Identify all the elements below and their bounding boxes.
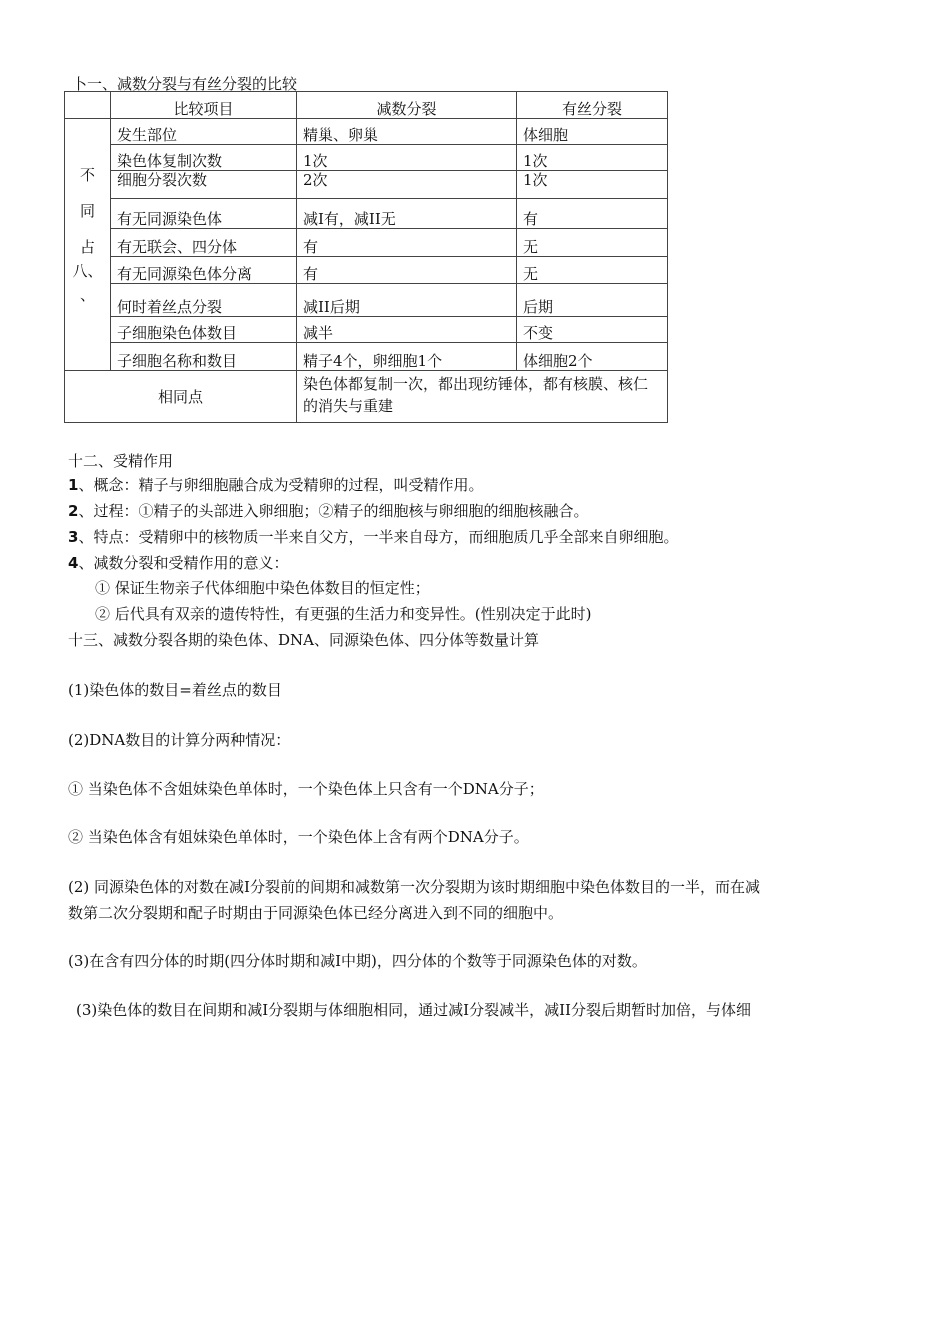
row-label: 子细胞染色体数目 bbox=[111, 317, 297, 343]
section-12-title: 十二、受精作用 bbox=[68, 452, 174, 470]
meiosis-cell: 减I有，减II无 bbox=[297, 199, 517, 229]
meiosis-cell: 减半 bbox=[297, 317, 517, 343]
group-label-char: 占 bbox=[79, 238, 95, 256]
row-label: 有无联会、四分体 bbox=[111, 229, 297, 257]
section-13-title: 十三、减数分裂各期的染色体、DNA、同源染色体、四分体等数量计算 bbox=[68, 631, 539, 649]
list-item bbox=[68, 474, 483, 495]
meiosis-cell: 2次 bbox=[297, 171, 517, 199]
paragraph: (3)染色体的数目在间期和减I分裂期与体细胞相同，通过减I分裂减半，减II分裂后期暂时加倍，与体细 bbox=[76, 1001, 751, 1019]
table-row bbox=[65, 171, 668, 199]
table-row bbox=[65, 119, 668, 145]
header-cell: 有丝分裂 bbox=[517, 92, 668, 119]
paragraph: (2) 同源染色体的对数在减I分裂前的间期和减数第一次分裂期为该时期细胞中染色体数目的一半，而在减 bbox=[68, 878, 760, 896]
item-text: 、过程：①精子的头部进入卵细胞；②精子的细胞核与卵细胞的细胞核融合。 bbox=[78, 502, 589, 520]
row-label: 何时着丝点分裂 bbox=[111, 284, 297, 317]
item-number: 2 bbox=[68, 502, 79, 520]
corner-cell bbox=[65, 92, 111, 119]
row-label: 有无同源染色体分离 bbox=[111, 257, 297, 284]
group-label-char: 不 bbox=[79, 166, 95, 184]
meiosis-cell: 减II后期 bbox=[297, 284, 517, 317]
group-label-char: 八、 bbox=[72, 262, 103, 280]
mitosis-cell: 体细胞 bbox=[517, 119, 668, 145]
item-number: 3 bbox=[68, 528, 79, 546]
mitosis-cell: 不变 bbox=[517, 317, 668, 343]
row-label: 有无同源染色体 bbox=[111, 199, 297, 229]
group-label-char: 同 bbox=[79, 202, 95, 220]
mitosis-cell: 1次 bbox=[517, 145, 668, 171]
header-cell: 减数分裂 bbox=[297, 92, 517, 119]
paragraph: ① 当染色体不含姐妹染色单体时，一个染色体上只含有一个DNA分子； bbox=[68, 780, 544, 798]
section-11-title: 卜一、减数分裂与有丝分裂的比较 bbox=[72, 75, 298, 93]
paragraph: ② 当染色体含有姐妹染色单体时，一个染色体上含有两个DNA分子。 bbox=[68, 828, 529, 846]
item-text: 、特点：受精卵中的核物质一半来自父方，一半来自母方，而细胞质几乎全部来自卵细胞。 bbox=[78, 528, 679, 546]
table-row-similarities bbox=[65, 371, 668, 423]
meaning-item: ② 后代具有双亲的遗传特性，有更强的生活力和变异性。(性别决定于此时) bbox=[95, 605, 592, 623]
comparison-table bbox=[64, 91, 668, 423]
table-row bbox=[65, 145, 668, 171]
mitosis-cell: 无 bbox=[517, 229, 668, 257]
header-cell: 比较项目 bbox=[111, 92, 297, 119]
item-text: 、减数分裂和受精作用的意义： bbox=[78, 554, 289, 572]
mitosis-cell: 1次 bbox=[517, 171, 668, 199]
table-row bbox=[65, 199, 668, 229]
paragraph: (1)染色体的数目=着丝点的数目 bbox=[68, 681, 282, 699]
meiosis-cell: 精巢、卵巢 bbox=[297, 119, 517, 145]
table-header-row bbox=[65, 92, 668, 119]
table-row bbox=[65, 317, 668, 343]
row-label: 染色体复制次数 bbox=[111, 145, 297, 171]
same-label: 相同点 bbox=[65, 371, 297, 423]
paragraph: (3)在含有四分体的时期(四分体时期和减I中期)，四分体的个数等于同源染色体的对数。 bbox=[68, 952, 647, 970]
paragraph: (2)DNA数目的计算分两种情况： bbox=[68, 731, 291, 749]
row-label: 发生部位 bbox=[111, 119, 297, 145]
row-label: 细胞分裂次数 bbox=[111, 171, 297, 199]
table-row bbox=[65, 229, 668, 257]
list-item bbox=[68, 552, 288, 573]
paragraph: 数第二次分裂期和配子时期由于同源染色体已经分离进入到不同的细胞中。 bbox=[68, 904, 564, 922]
table-row bbox=[65, 284, 668, 317]
list-item bbox=[68, 500, 588, 521]
table-row bbox=[65, 257, 668, 284]
meiosis-cell: 有 bbox=[297, 229, 517, 257]
mitosis-cell: 有 bbox=[517, 199, 668, 229]
mitosis-cell: 体细胞2个 bbox=[517, 343, 668, 371]
mitosis-cell: 后期 bbox=[517, 284, 668, 317]
same-value: 染色体都复制一次，都出现纺锤体，都有核膜、核仁的消失与重建 bbox=[297, 371, 668, 423]
item-text: 、概念：精子与卵细胞融合成为受精卵的过程，叫受精作用。 bbox=[78, 476, 484, 494]
table-row bbox=[65, 343, 668, 371]
group-label bbox=[65, 163, 110, 307]
item-number: 1 bbox=[68, 476, 79, 494]
meiosis-cell: 有 bbox=[297, 257, 517, 284]
meiosis-cell: 1次 bbox=[297, 145, 517, 171]
meiosis-cell: 精子4个，卵细胞1个 bbox=[297, 343, 517, 371]
mitosis-cell: 无 bbox=[517, 257, 668, 284]
row-label: 子细胞名称和数目 bbox=[111, 343, 297, 371]
list-item bbox=[68, 526, 678, 547]
meaning-item: ① 保证生物亲子代体细胞中染色体数目的恒定性； bbox=[95, 579, 430, 597]
item-number: 4 bbox=[68, 554, 79, 572]
group-label-cell bbox=[65, 119, 111, 371]
group-label-char: 、 bbox=[79, 286, 95, 304]
